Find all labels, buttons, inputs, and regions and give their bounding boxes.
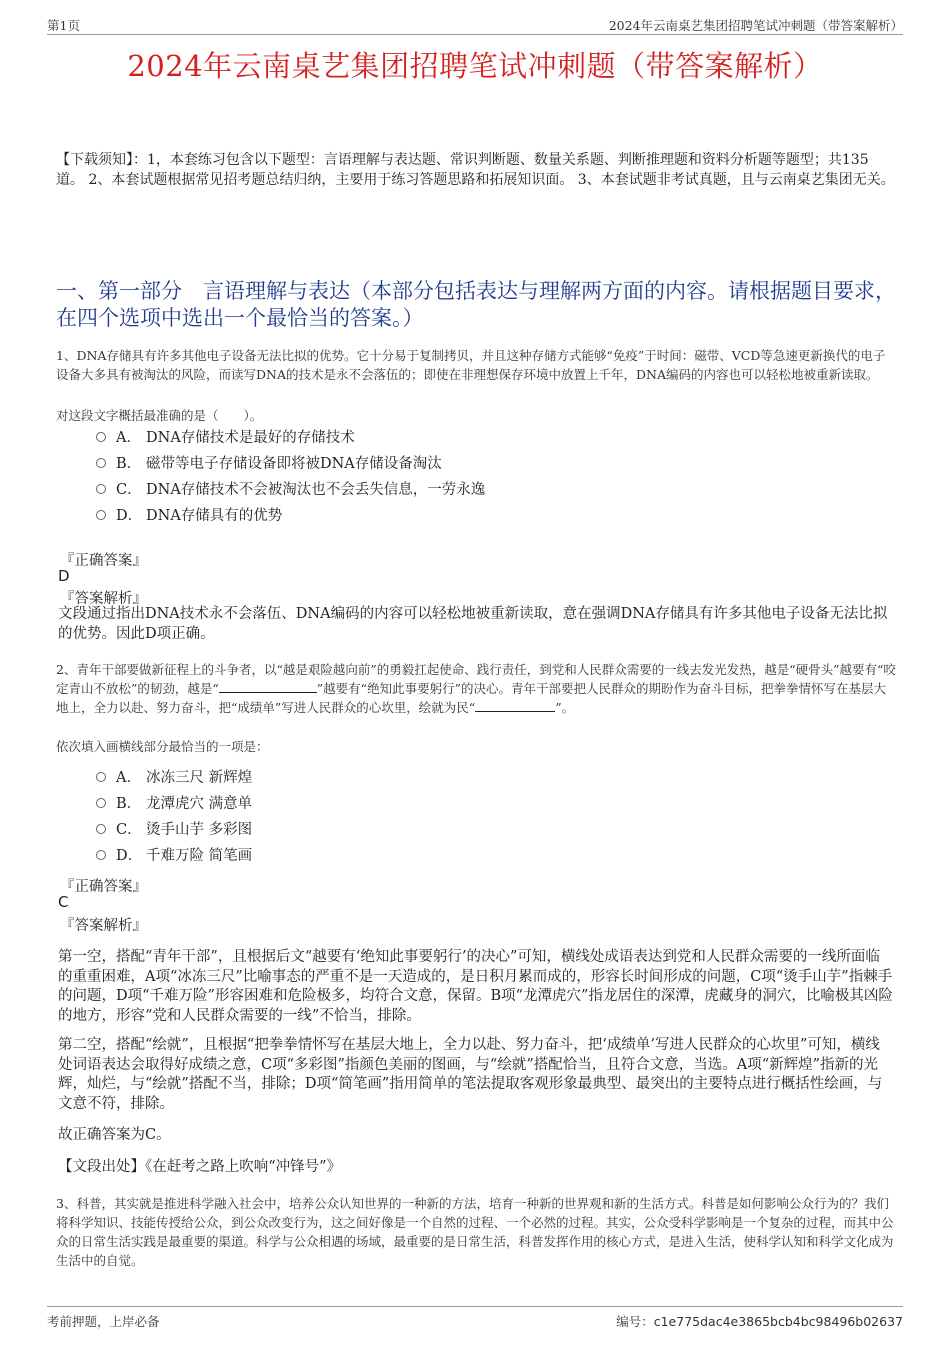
q2-conclusion: 故正确答案为C。 <box>58 1127 171 1143</box>
radio-icon[interactable] <box>96 824 106 834</box>
q1-option-d[interactable]: D． DNA存储具有的优势 <box>96 505 282 527</box>
q2-option-a[interactable]: A． 冰冻三尺 新辉煌 <box>96 767 252 789</box>
radio-icon[interactable] <box>96 458 106 468</box>
page-header <box>47 14 903 35</box>
radio-icon[interactable] <box>96 484 106 494</box>
radio-icon[interactable] <box>96 798 106 808</box>
fill-blank-1[interactable] <box>219 680 317 693</box>
q1-analysis: 文段通过指出DNA技术永不会落伍、DNA编码的内容可以轻松地被重新读取，意在强调DNA存储具有许多其他电子设备无法比拟的优势。因此D项正确。 <box>58 606 888 642</box>
q2-analysis-paragraph-1: 第一空，搭配“青年干部”，且根据后文“越要有‘绝知此事要躬行’的决心”可知，横线处成语表达到党和人民群众需要的一线所面临的重重困难，A项“冰冻三尺”比喻事态的严重不是一天造成的，是日积月累而成的，形容长时间形成的问题，C项“烫手山芋”指棘手的问题，D项“千难万险”形容困难和危险极多，均符合文意，保留。B项“龙潭虎穴”指龙居住的深潭，虎藏身的洞穴，比喻极其凶险的地方，形容“党和人民群众需要的一线”不恰当，排除。 <box>58 949 893 1024</box>
fill-blank-2[interactable] <box>475 699 555 712</box>
question-2-text: 2、青年干部要做新征程上的斗争者，以“越是艰险越向前”的勇毅扛起使命、践行责任，到党和人民群众需要的一线去发光发热，越是“硬骨头”越要有“咬定青山不放松”的韧劲，越是“ ”越要有“绝知此事要躬行”的决心。青年干部要把人民群众的期盼作为奋斗目标，把拳拳情怀写在基层大地上，全力以赴、努力奋斗，把“成绩单”写进人民群众的心坎里，绘就为民“ ”。 <box>56 662 896 715</box>
q2-option-c[interactable]: C． 烫手山芋 多彩图 <box>96 819 252 841</box>
download-notice: 【下载须知】：1，本套练习包含以下题型：言语理解与表达题、常识判断题、数量关系题、判断推理题和资料分析题等题型；共135道。 2、本套试题根据常见招考题总结归纳，主要用于练习答题思路和拓展知识面。 3、本套试题非考试真题，且与云南桌艺集团无关。 <box>56 152 895 188</box>
question-2-prompt: 依次填入画横线部分最恰当的一项是： <box>56 739 269 754</box>
q2-source: 【文段出处】《在赶考之路上吹响“冲锋号”》 <box>58 1159 342 1175</box>
radio-icon[interactable] <box>96 432 106 442</box>
q1-analysis-label: 『答案解析』 <box>60 591 147 607</box>
document-code: 编号：c1e775dac4e3865bcb4bc98496b02637 <box>616 1314 903 1329</box>
section-heading: 一、第一部分 言语理解与表达（本部分包括表达与理解两方面的内容。请根据题目要求，在四个选项中选出一个最恰当的答案。） <box>56 279 896 330</box>
header-doc-title: 2024年云南桌艺集团招聘笔试冲刺题（带答案解析） <box>608 18 903 33</box>
footer-slogan: 考前押题，上岸必备 <box>47 1314 160 1329</box>
q2-analysis-paragraph-2: 第二空，搭配“绘就”，且根据“把拳拳情怀写在基层大地上，全力以赴、努力奋斗，把‘成绩单’写进人民群众的心坎里”可知，横线处词语表达会取得好成绩之意，C项“多彩图”指颜色美丽的图画，与“绘就”搭配恰当，且符合文意，当选。A项“新辉煌”指新的光辉，灿烂，与“绘就”搭配不当，排除；D项“简笔画”指用简单的笔法提取客观形象最典型、最突出的主要特点进行概括性绘画，与文意不符，排除。 <box>58 1037 883 1112</box>
document-title: 2024年云南桌艺集团招聘笔试冲刺题（带答案解析） <box>127 49 823 83</box>
radio-icon[interactable] <box>96 850 106 860</box>
q1-answer: D <box>58 567 70 585</box>
question-1-prompt: 对这段文字概括最准确的是（ ）。 <box>56 408 263 423</box>
q2-answer-label: 『正确答案』 <box>60 879 147 895</box>
radio-icon[interactable] <box>96 510 106 520</box>
page-number: 第1页 <box>47 18 80 33</box>
q2-option-b[interactable]: B． 龙潭虎穴 满意单 <box>96 793 252 815</box>
question-3-text: 3、科普，其实就是推进科学融入社会中，培养公众认知世界的一种新的方法，培育一种新的世界观和新的生活方式。科普是如何影响公众行为的？我们将科学知识、技能传授给公众，到公众改变行为，这之间好像是一个自然的过程、一个必然的过程。其实，公众受科学影响是一个复杂的过程，而其中公众的日常生活实践是最重要的渠道。科学与公众相遇的场域，最重要的是日常生活，科普发挥作用的核心方式，是进入生活，使科学认知和科学文化成为生活中的自觉。 <box>56 1196 894 1268</box>
footer-divider <box>47 1306 903 1307</box>
q1-option-b[interactable]: B． 磁带等电子存储设备即将被DNA存储设备淘汰 <box>96 453 442 475</box>
q2-analysis-label: 『答案解析』 <box>60 918 147 934</box>
q1-answer-label: 『正确答案』 <box>60 553 147 569</box>
radio-icon[interactable] <box>96 772 106 782</box>
question-1-text: 1、DNA存储具有许多其他电子设备无法比拟的优势。它十分易于复制拷贝，并且这种存储方式能够“免疫”于时间：磁带、VCD等急速更新换代的电子设备大多具有被淘汰的风险，而读写DNA的技术是永不会落伍的；即使在非理想保存环境中放置上千年，DNA编码的内容也可以轻松地被重新读取。 <box>56 348 886 382</box>
q1-option-c[interactable]: C． DNA存储技术不会被淘汰也不会丢失信息，一劳永逸 <box>96 479 485 501</box>
q2-answer: C <box>58 893 69 911</box>
q1-option-a[interactable]: A． DNA存储技术是最好的存储技术 <box>96 427 355 449</box>
q2-option-d[interactable]: D． 千难万险 简笔画 <box>96 845 252 867</box>
